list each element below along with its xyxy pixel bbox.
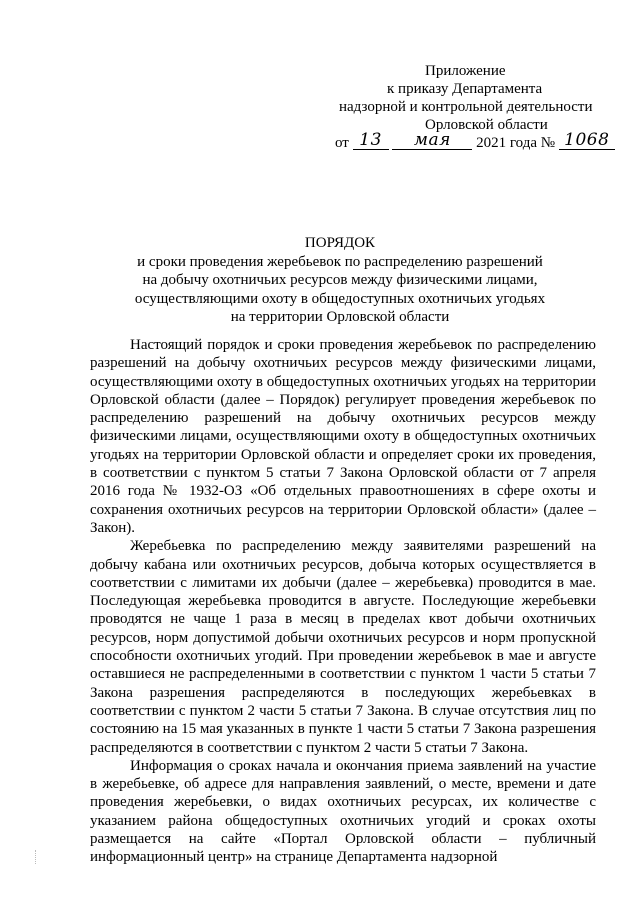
handwritten-month: мая — [413, 130, 451, 150]
month-blank — [392, 130, 472, 150]
appendix-title: Приложение — [425, 63, 506, 79]
day-blank — [353, 130, 389, 150]
document-body — [90, 336, 596, 867]
appendix-region: Орловской области — [425, 117, 548, 133]
scan-margin-mark — [35, 850, 37, 864]
title-subline-2: на добычу охотничьих ресурсов между физическими лицами, — [142, 272, 538, 288]
handwritten-number: 1068 — [564, 130, 610, 150]
title-subline-4: на территории Орловской области — [230, 309, 450, 325]
paragraph-2: Жеребьевка по распределению между заявителями разрешений на добычу кабана или охотничьих ресурсов, добыча которых осуществляется в соответствии с лимитами их добычи (далее – жеребьевка) проводится в мае. Последующая жеребьевка проводится в августе. Последующие жеребьевки проводятся не чаще 1 раза в месяц в пределах квот добычи охотничьих ресурсов, норм допустимой добычи охотничьих ресурсов и норм пропускной способности охотничьих угодий. При проведении жеребьевок в мае и августе оставшиеся не распределенными в соответствии с пунктом 1 части 5 статьи 7 Закона разрешения распределяются в последующих жеребьевках в соответствии с пунктом 2 части 5 статьи 7 Закона. В случае отсутствия лиц по состоянию на 15 мая указанных в пункте 1 части 5 статьи 7 Закона разрешения распределяются в соответствии с пунктом 2 части 5 статьи 7 Закона. — [90, 538, 596, 756]
number-blank — [559, 130, 615, 150]
paragraph-3: Информация о сроках начала и окончания приема заявлений на участие в жеребьевке, об адресе для направления заявлений, о месте, времени и дате проведения жеребьевки, о видах охотничьих ресурсах, их количестве с указанием района общедоступных охотничьих угодий и сроках охоты размещается на сайте «Портал Орловской области – публичный информационный центр» на странице Департамента надзорной — [90, 757, 596, 866]
document-title — [80, 234, 600, 327]
handwritten-day: 13 — [359, 130, 382, 150]
title-heading: ПОРЯДОК — [304, 235, 376, 251]
year-number-label: 2021 года № — [476, 135, 556, 151]
from-label: от — [335, 135, 349, 151]
appendix-date-line — [335, 130, 610, 152]
appendix-header — [335, 62, 610, 152]
appendix-department: надзорной и контрольной деятельности — [339, 99, 593, 115]
paragraph-1: Настоящий порядок и сроки проведения жеребьевок по распределению разрешений на добычу охотничьих ресурсов между физическими лицами, осуществляющими охоту в общедоступных охотничьих угодьях на территории Орловской области (далее – Порядок) регулирует проведения жеребьевок по распределению разрешений на добычу охотничьих ресурсов между физическими лицами, осуществляющими охоту в общедоступных охотничьих угодьях на территории Орловской области и определяет сроки их проведения, в соответствии с пунктом 5 статьи 7 Закона Орловской области от 7 апреля 2016 года № 1932-ОЗ «Об отдельных правоотношениях в сфере охоты и сохранения охотничьих ресурсов на территории Орловской области» (далее – Закон). — [90, 337, 596, 536]
appendix-order-ref: к приказу Департамента — [387, 81, 543, 97]
title-subline-1: и сроки проведения жеребьевок по распределению разрешений — [137, 253, 543, 270]
title-subline-3: осуществляющими охоту в общедоступных охотничьих угодьях — [134, 290, 546, 307]
